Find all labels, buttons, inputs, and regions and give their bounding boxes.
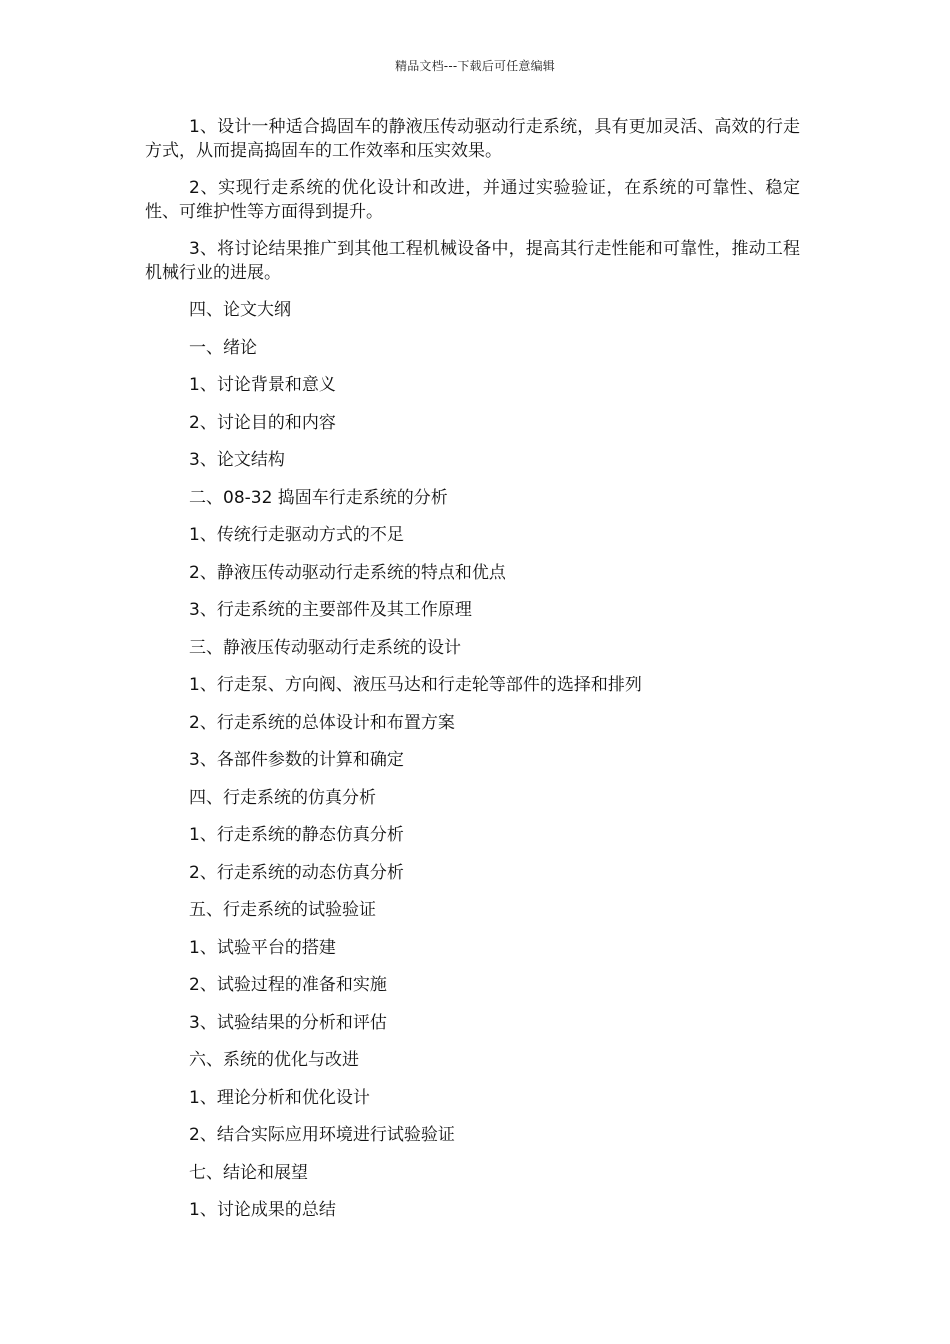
- outline-chapter-4: 四、行走系统的仿真分析: [189, 787, 376, 808]
- outline-item: 3、试验结果的分析和评估: [189, 1012, 387, 1033]
- outline-chapter-5: 五、行走系统的试验验证: [189, 900, 376, 920]
- outline-item: 1、行走系统的静态仿真分析: [189, 825, 404, 845]
- outline-item: 3、各部件参数的计算和确定: [189, 750, 404, 770]
- outline-item: 2、行走系统的总体设计和布置方案: [189, 712, 455, 733]
- objective-paragraph-2: 2、实现行走系统的优化设计和改进，并通过实验验证，在系统的可靠性、稳定性、可维护性等方面得到提升。: [145, 178, 800, 222]
- outline-item: 2、讨论目的和内容: [189, 412, 336, 433]
- thesis-outline: [145, 298, 800, 1222]
- outline-item: 3、行走系统的主要部件及其工作原理: [189, 600, 472, 620]
- outline-item: 1、试验平台的搭建: [189, 937, 336, 958]
- outline-chapter-3: 三、静液压传动驱动行走系统的设计: [189, 637, 461, 658]
- objective-paragraph-1: 1、设计一种适合捣固车的静液压传动驱动行走系统，具有更加灵活、高效的行走方式，从而提高捣固车的工作效率和压实效果。: [145, 117, 800, 161]
- outline-item: 1、传统行走驱动方式的不足: [189, 525, 404, 545]
- page-header: 精品文档---下载后可任意编辑: [395, 59, 555, 73]
- outline-item: 1、讨论成果的总结: [189, 1200, 336, 1220]
- outline-item: 2、行走系统的动态仿真分析: [189, 862, 404, 883]
- document-body: [145, 115, 800, 1236]
- outline-item: 2、结合实际应用环境进行试验验证: [189, 1125, 455, 1145]
- outline-chapter-1: 一、绪论: [189, 337, 257, 358]
- outline-item: 1、讨论背景和意义: [189, 375, 336, 395]
- outline-chapter-7: 七、结论和展望: [189, 1162, 308, 1183]
- outline-item: 1、理论分析和优化设计: [189, 1087, 370, 1108]
- outline-item: 1、行走泵、方向阀、液压马达和行走轮等部件的选择和排列: [189, 675, 642, 695]
- outline-item: 3、论文结构: [189, 450, 285, 470]
- outline-item: 2、静液压传动驱动行走系统的特点和优点: [189, 562, 506, 583]
- outline-item: 2、试验过程的准备和实施: [189, 975, 387, 995]
- outline-chapter-2: 二、08-32 捣固车行走系统的分析: [189, 487, 448, 508]
- outline-section-heading: 四、论文大纲: [189, 300, 291, 320]
- outline-chapter-6: 六、系统的优化与改进: [189, 1050, 359, 1070]
- objective-paragraph-3: 3、将讨论结果推广到其他工程机械设备中，提高其行走性能和可靠性，推动工程机械行业的进展。: [145, 239, 800, 283]
